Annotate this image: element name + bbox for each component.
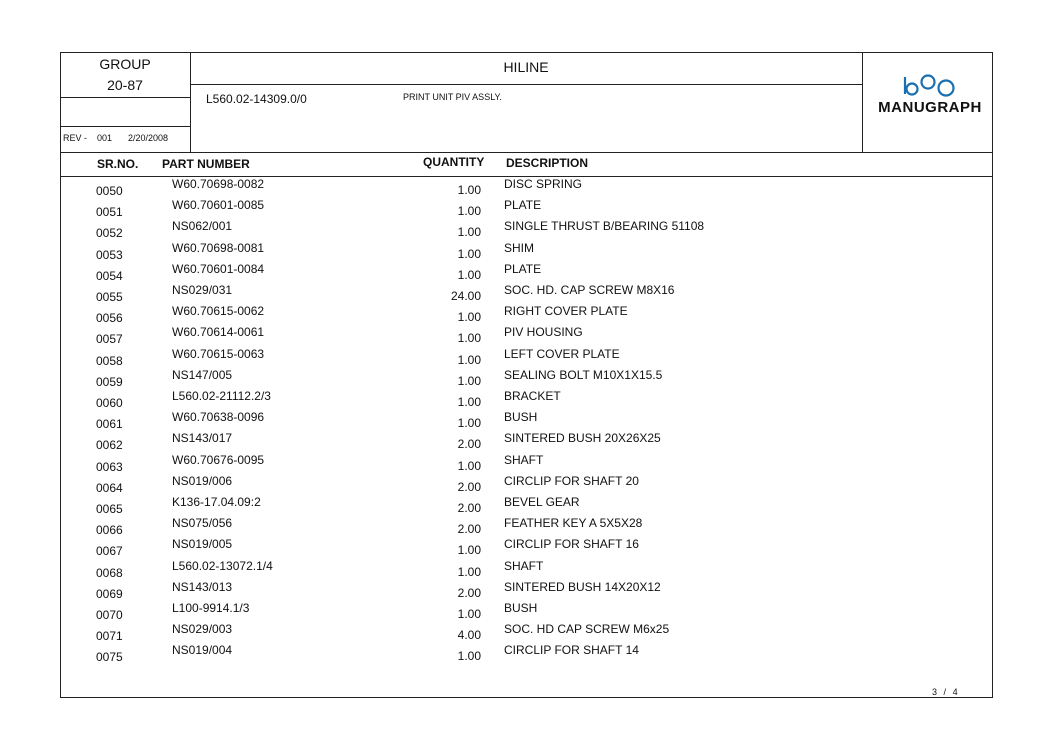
quantity-cell: 4.00	[457, 628, 481, 643]
part-number-cell: W60.70698-0082	[172, 177, 265, 191]
quantity-cell: 1.00	[457, 564, 481, 579]
sr-no-cell: 0066	[96, 523, 123, 538]
description-cell: CIRCLIP FOR SHAFT 20	[504, 473, 639, 488]
sr-no-cell: 0070	[96, 608, 123, 622]
description-cell: PLATE	[504, 261, 542, 276]
part-number-cell: L560.02-13072.1/4	[172, 558, 273, 573]
quantity-cell: 1.00	[457, 416, 481, 431]
divider-header	[60, 152, 993, 153]
sr-no-cell: 0065	[96, 502, 123, 516]
description-cell: SINTERED BUSH 20X26X25	[504, 431, 661, 446]
sr-no-cell: 0071	[96, 629, 123, 644]
quantity-cell: 1.00	[457, 183, 481, 197]
sr-no-cell: 0059	[96, 374, 123, 389]
sr-no-cell: 0061	[96, 417, 123, 432]
divider-title	[190, 84, 862, 85]
logo-text: MANUGRAPH	[878, 99, 982, 116]
description-cell: BRACKET	[504, 389, 561, 403]
page-number	[932, 687, 958, 697]
description-cell: PIV HOUSING	[504, 325, 583, 340]
divider-rev	[60, 126, 190, 127]
part-number-cell: W60.70614-0061	[172, 325, 265, 340]
sr-no-cell: 0068	[96, 565, 123, 580]
quantity-cell: 24.00	[450, 289, 481, 303]
drawing-number: L560.02-14309.0/0	[206, 92, 307, 106]
part-number-cell: NS019/005	[172, 537, 233, 552]
table-row	[0, 643, 1053, 667]
sr-no-cell: 0053	[96, 247, 123, 262]
part-number-cell: NS062/001	[172, 219, 233, 234]
quantity-cell: 1.00	[457, 310, 481, 325]
part-number-cell: W60.70638-0096	[172, 410, 265, 425]
quantity-cell: 2.00	[457, 501, 481, 515]
sr-no-cell: 0056	[96, 311, 123, 326]
quantity-cell: 2.00	[457, 437, 481, 452]
quantity-cell: 2.00	[457, 479, 481, 494]
document-title: HILINE	[503, 59, 549, 75]
part-number-cell: L560.02-21112.2/3	[172, 389, 271, 403]
description-cell: RIGHT COVER PLATE	[504, 304, 628, 319]
quantity-cell: 1.00	[457, 352, 481, 367]
sr-no-cell: 0069	[96, 586, 123, 601]
description-cell: SOC. HD CAP SCREW M6x25	[504, 622, 670, 637]
description-cell: PLATE	[504, 198, 542, 213]
sr-no-cell: 0075	[96, 650, 123, 665]
quantity-cell: 1.00	[457, 331, 481, 346]
sr-no-cell: 0055	[96, 290, 123, 304]
page-current: 3	[932, 687, 938, 697]
page-separator: /	[943, 687, 947, 697]
description-cell: SHAFT	[504, 558, 544, 573]
column-header-quantity: QUANTITY	[423, 155, 485, 169]
quantity-cell: 1.00	[457, 395, 481, 409]
sr-no-cell: 0050	[96, 184, 123, 198]
sr-no-cell: 0051	[96, 205, 123, 220]
rev-date: 2/20/2008	[128, 133, 169, 143]
part-number-cell: W60.70676-0095	[172, 452, 265, 467]
rev-label: REV -	[63, 133, 88, 143]
description-cell: SINTERED BUSH 14X20X12	[504, 579, 661, 594]
sr-no-cell: 0060	[96, 396, 123, 410]
description-cell: SHIM	[504, 240, 534, 255]
quantity-cell: 1.00	[457, 225, 481, 240]
manugraph-logo	[872, 72, 988, 122]
column-header-sr-no: SR.NO.	[97, 157, 139, 171]
description-cell: BUSH	[504, 410, 538, 425]
description-cell: SHAFT	[504, 452, 544, 467]
quantity-cell: 2.00	[457, 522, 481, 537]
assembly-name: PRINT UNIT PIV ASSLY.	[403, 92, 502, 102]
logo-rings-icon	[872, 72, 988, 98]
sr-no-cell: 0067	[96, 544, 123, 559]
part-number-cell: NS019/006	[172, 473, 233, 488]
part-number-cell: NS147/005	[172, 367, 233, 382]
part-number-cell: W60.70615-0062	[172, 304, 265, 319]
part-number-cell: NS019/004	[172, 643, 233, 658]
quantity-cell: 1.00	[457, 267, 481, 282]
description-cell: SEALING BOLT M10X1X15.5	[504, 367, 663, 382]
description-cell: BEVEL GEAR	[504, 495, 580, 509]
quantity-cell: 1.00	[457, 204, 481, 219]
quantity-cell: 1.00	[457, 246, 481, 261]
part-number-cell: W60.70601-0084	[172, 261, 265, 276]
part-number-cell: NS029/003	[172, 622, 233, 637]
part-number-cell: NS075/056	[172, 516, 233, 531]
part-number-cell: NS029/031	[172, 283, 233, 297]
divider-group-rev	[60, 97, 190, 98]
description-cell: FEATHER KEY A 5X5X28	[504, 516, 643, 531]
part-number-cell: L100-9914.1/3	[172, 601, 250, 615]
sr-no-cell: 0058	[96, 353, 123, 368]
quantity-cell: 1.00	[457, 607, 481, 621]
part-number-cell: K136-17.04.09:2	[172, 495, 261, 509]
part-number-cell: W60.70615-0063	[172, 346, 265, 361]
sr-no-cell: 0063	[96, 459, 123, 474]
sr-no-cell: 0064	[96, 480, 123, 495]
part-number-cell: NS143/013	[172, 579, 233, 594]
group-label: GROUP	[99, 56, 151, 72]
rev-number: 001	[97, 133, 113, 143]
part-number-cell: W60.70698-0081	[172, 240, 265, 255]
description-cell: LEFT COVER PLATE	[504, 346, 620, 361]
description-cell: SINGLE THRUST B/BEARING 51108	[504, 219, 705, 234]
sr-no-cell: 0054	[96, 268, 123, 283]
sr-no-cell: 0052	[96, 226, 123, 241]
sr-no-cell: 0062	[96, 438, 123, 453]
group-value: 20-87	[107, 77, 143, 93]
part-number-cell: W60.70601-0085	[172, 198, 265, 213]
description-cell: DISC SPRING	[504, 177, 583, 191]
description-cell: SOC. HD. CAP SCREW M8X16	[504, 283, 675, 297]
description-cell: CIRCLIP FOR SHAFT 14	[504, 643, 639, 658]
part-number-cell: NS143/017	[172, 431, 233, 446]
quantity-cell: 2.00	[457, 585, 481, 600]
quantity-cell: 1.00	[457, 458, 481, 473]
description-cell: BUSH	[504, 601, 538, 615]
quantity-cell: 1.00	[457, 543, 481, 558]
quantity-cell: 1.00	[457, 373, 481, 388]
page-total: 4	[952, 687, 958, 697]
column-header-description: DESCRIPTION	[506, 156, 589, 170]
quantity-cell: 1.00	[457, 649, 481, 664]
description-cell: CIRCLIP FOR SHAFT 16	[504, 537, 639, 552]
divider-logo	[862, 52, 863, 152]
sr-no-cell: 0057	[96, 332, 123, 347]
column-header-part-number: PART NUMBER	[162, 157, 250, 171]
